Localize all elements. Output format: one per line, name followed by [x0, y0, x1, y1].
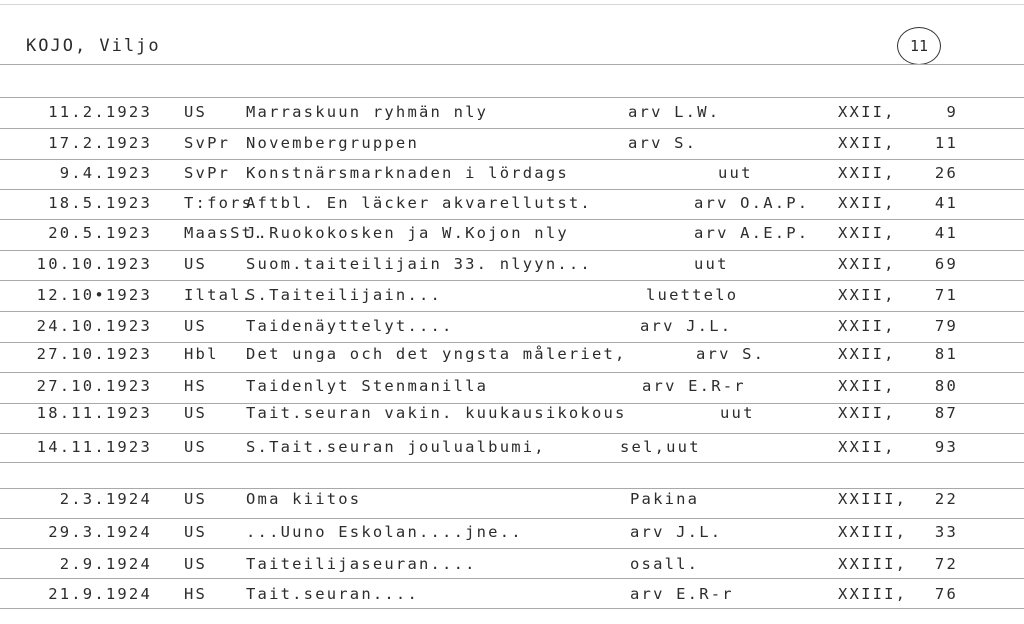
entry-type: arv S.	[696, 345, 766, 363]
ruled-line	[0, 159, 1024, 160]
entry-title: Taiteilijaseuran....	[246, 555, 477, 573]
entry-title: Taidenäyttelyt....	[246, 317, 454, 335]
entry-volume: XXII,	[838, 345, 896, 363]
entry-type: arv S.	[628, 134, 698, 152]
ruled-line	[0, 433, 1024, 434]
entry-type: arv L.W.	[628, 103, 721, 121]
entry-date: 14.11.1923	[36, 438, 152, 456]
entry-date: 2.9.1924	[59, 555, 152, 573]
entry-title: J.Ruokokosken ja W.Kojon nly	[246, 224, 569, 242]
entry-date: 29.3.1924	[48, 523, 152, 541]
entry-type: arv J.L.	[630, 523, 723, 541]
ruled-line	[0, 342, 1024, 343]
entry-volume: XXIII,	[838, 523, 908, 541]
entry-title: Aftbl. En läcker akvarellutst.	[246, 194, 592, 212]
ruled-line	[0, 372, 1024, 373]
entry-type: Pakina	[630, 490, 700, 508]
entry-date: 27.10.1923	[36, 377, 152, 395]
card-name-heading: KOJO, Viljo	[26, 36, 161, 56]
entry-page: 79	[934, 317, 958, 335]
entry-title: S.Taiteilijain...	[246, 286, 443, 304]
entry-row	[0, 317, 1024, 341]
entry-page: 76	[934, 585, 958, 603]
entry-date: 10.10.1923	[36, 255, 152, 273]
entry-date: 11.2.1923	[48, 103, 152, 121]
entry-row	[0, 377, 1024, 401]
entry-page: 93	[934, 438, 958, 456]
entry-volume: XXII,	[838, 255, 896, 273]
entry-title: Det unga och det yngsta måleriet,	[246, 345, 627, 363]
entry-row	[0, 523, 1024, 547]
entry-page: 33	[934, 523, 958, 541]
entry-type: arv E.R-r	[630, 585, 734, 603]
ruled-line	[0, 548, 1024, 549]
entry-page: 9	[946, 103, 958, 121]
entry-source: US	[184, 490, 208, 508]
entry-title: Tait.seuran....	[246, 585, 419, 603]
entry-row	[0, 103, 1024, 127]
card-number-circle: 11	[897, 27, 941, 65]
entry-source: US	[184, 523, 208, 541]
entry-volume: XXII,	[838, 134, 896, 152]
entry-source: Hbl	[184, 345, 219, 363]
entry-date: 21.9.1924	[48, 585, 152, 603]
entry-date: 2.3.1924	[59, 490, 152, 508]
entry-source: SvPr	[184, 164, 231, 182]
entry-title: Taidenlyt Stenmanilla	[246, 377, 489, 395]
entry-volume: XXIII,	[838, 555, 908, 573]
entry-volume: XXII,	[838, 317, 896, 335]
entry-row	[0, 555, 1024, 579]
entry-date: 9.4.1923	[59, 164, 152, 182]
entry-volume: XXII,	[838, 103, 896, 121]
entry-title: ...Uuno Eskolan....jne..	[246, 523, 523, 541]
entry-volume: XXII,	[838, 224, 896, 242]
entry-title: Marraskuun ryhmän nly	[246, 103, 489, 121]
entry-page: 22	[934, 490, 958, 508]
entry-volume: XXIII,	[838, 585, 908, 603]
entry-date: 27.10.1923	[36, 345, 152, 363]
entry-volume: XXII,	[838, 164, 896, 182]
entry-volume: XXII,	[838, 404, 896, 422]
entry-type: uut	[694, 255, 729, 273]
entry-source: US	[184, 103, 208, 121]
entry-source: US	[184, 438, 208, 456]
entry-volume: XXII,	[838, 194, 896, 212]
entry-type: arv O.A.P.	[694, 194, 810, 212]
entry-title: S.Tait.seuran joulualbumi,	[246, 438, 546, 456]
entry-row	[0, 490, 1024, 514]
ruled-line	[0, 219, 1024, 220]
entry-type: uut	[720, 404, 755, 422]
entry-row	[0, 194, 1024, 218]
entry-page: 11	[934, 134, 958, 152]
entry-source: HS	[184, 585, 208, 603]
ruled-line	[0, 64, 1024, 65]
entry-row	[0, 255, 1024, 279]
ruled-line	[0, 97, 1024, 98]
ruled-line	[0, 311, 1024, 312]
entry-row	[0, 286, 1024, 310]
entry-title: Konstnärsmarknaden i lördags	[246, 164, 569, 182]
ruled-line	[0, 488, 1024, 489]
ruled-line	[0, 250, 1024, 251]
entry-title: Oma kiitos	[246, 490, 362, 508]
entry-date: 17.2.1923	[48, 134, 152, 152]
entry-row	[0, 404, 1024, 428]
entry-page: 71	[934, 286, 958, 304]
entry-source: US	[184, 404, 208, 422]
entry-volume: XXII,	[838, 286, 896, 304]
card-top-edge	[0, 4, 1024, 5]
entry-page: 41	[934, 194, 958, 212]
entry-row	[0, 585, 1024, 609]
entry-type: arv A.E.P.	[694, 224, 810, 242]
entry-date: 12.10•1923	[36, 286, 152, 304]
entry-page: 80	[934, 377, 958, 395]
ruled-line	[0, 518, 1024, 519]
entry-type: osall.	[630, 555, 700, 573]
ruled-line	[0, 128, 1024, 129]
ruled-line	[0, 189, 1024, 190]
entry-page: 41	[934, 224, 958, 242]
entry-row	[0, 134, 1024, 158]
entry-type: arv E.R-r	[642, 377, 746, 395]
entry-source: US	[184, 555, 208, 573]
entry-page: 69	[934, 255, 958, 273]
entry-source: US	[184, 317, 208, 335]
entry-page: 81	[934, 345, 958, 363]
ruled-line	[0, 462, 1024, 463]
entry-row	[0, 224, 1024, 248]
entry-title: Suom.taiteilijain 33. nlyyn...	[246, 255, 592, 273]
entry-row	[0, 164, 1024, 188]
entry-row	[0, 345, 1024, 369]
entry-page: 87	[934, 404, 958, 422]
entry-source: HS	[184, 377, 208, 395]
entry-page: 26	[934, 164, 958, 182]
entry-type: luettelo	[646, 286, 739, 304]
entry-date: 20.5.1923	[48, 224, 152, 242]
entry-page: 72	[934, 555, 958, 573]
ruled-line	[0, 280, 1024, 281]
entry-source: Iltal.	[184, 286, 254, 304]
entry-date: 18.5.1923	[48, 194, 152, 212]
entry-row	[0, 438, 1024, 462]
entry-type: uut	[718, 164, 753, 182]
entry-title: Novembergruppen	[246, 134, 419, 152]
entry-volume: XXIII,	[838, 490, 908, 508]
entry-type: sel,uut	[620, 438, 701, 456]
entry-volume: XXII,	[838, 438, 896, 456]
entry-date: 24.10.1923	[36, 317, 152, 335]
entry-date: 18.11.1923	[36, 404, 152, 422]
entry-source: MaasSt.	[184, 224, 265, 242]
entry-source: SvPr	[184, 134, 231, 152]
entry-volume: XXII,	[838, 377, 896, 395]
entry-type: arv J.L.	[640, 317, 733, 335]
entry-source: US	[184, 255, 208, 273]
entry-source: T:fors	[184, 194, 254, 212]
entry-title: Tait.seuran vakin. kuukausikokous	[246, 404, 627, 422]
